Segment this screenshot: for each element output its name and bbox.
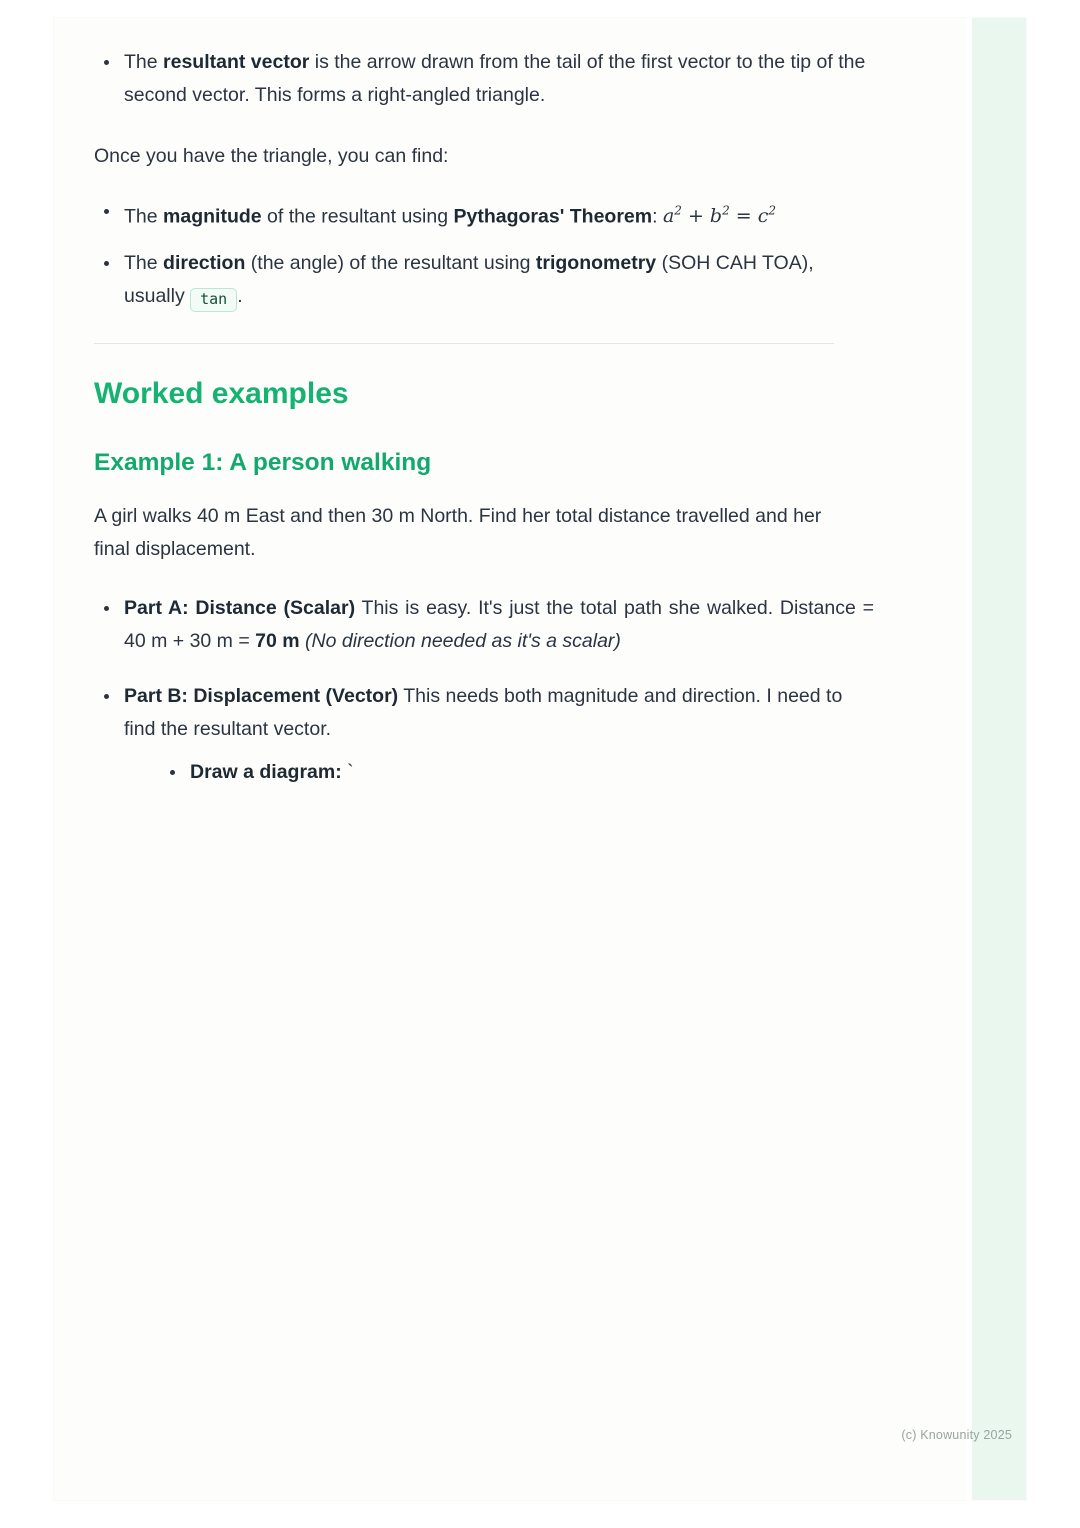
resultant-vector-list [92, 46, 874, 112]
list-item [92, 46, 874, 112]
list-item-mid: of the resultant using [261, 205, 454, 228]
document-content [92, 46, 874, 803]
list-item-end: . [237, 285, 243, 308]
list-item-bold-trigonometry: trigonometry [535, 252, 657, 275]
subsection-title-example-1: Example 1: A person walking [94, 449, 432, 477]
list-item-prefix: The [124, 205, 164, 228]
list-item-bold-pythagoras: Pythagoras' Theorem [453, 205, 653, 228]
part-b-sub-list [158, 756, 874, 789]
list-item [92, 195, 874, 233]
list-item [158, 756, 874, 789]
list-item-bold-direction: direction [163, 252, 246, 275]
section-divider [94, 343, 834, 344]
part-a-text: This is easy. It's just the total path she walked. Distance = 40 m + 30 m = [124, 596, 874, 652]
list-item [92, 247, 874, 313]
draw-diagram-text: ` [341, 760, 354, 783]
tan-code-chip: tan [190, 288, 237, 312]
part-a-value: 70 m [255, 629, 300, 652]
list-item-mid: (the angle) of the resultant using [245, 252, 536, 275]
list-item-bold-magnitude: magnitude [163, 205, 262, 228]
list-item-rest: is the arrow drawn from the tail of the first vector to the tip of the second vector. This forms a right-angled triangle. [124, 51, 866, 106]
list-item [92, 592, 874, 658]
document-page [54, 18, 1026, 1500]
find-list [92, 195, 874, 313]
list-item-prefix: The [124, 252, 164, 275]
draw-diagram-label: Draw a diagram: [190, 760, 342, 783]
list-item-bold: resultant vector [163, 51, 310, 73]
intro-paragraph: Once you have the triangle, you can find: [94, 145, 449, 167]
copyright-footer: (c) Knowunity 2025 [901, 1428, 1012, 1442]
list-item-suffix: : [652, 205, 663, 228]
list-item-prefix: The [124, 51, 164, 73]
section-title-worked-examples: Worked examples [94, 377, 349, 411]
part-a-label: Part A: Distance (Scalar) [124, 596, 356, 619]
list-item [92, 680, 874, 789]
page-side-band [972, 18, 1026, 1500]
parts-list [92, 592, 874, 789]
example-paragraph: A girl walks 40 m East and then 30 m North. Find her total distance travelled and her final displacement. [94, 504, 822, 560]
part-b-text: This needs both magnitude and direction. I need to find the resultant vector. [124, 684, 843, 740]
pythagoras-formula: $a^2 + b^2 = c^2$ [662, 204, 777, 228]
part-b-label: Part B: Displacement (Vector) [124, 684, 399, 707]
page-side-band-gap [966, 18, 972, 1500]
list-item-suffix: (SOH CAH TOA), usually [124, 252, 814, 308]
part-a-note: (No direction needed as it's a scalar) [299, 629, 621, 652]
